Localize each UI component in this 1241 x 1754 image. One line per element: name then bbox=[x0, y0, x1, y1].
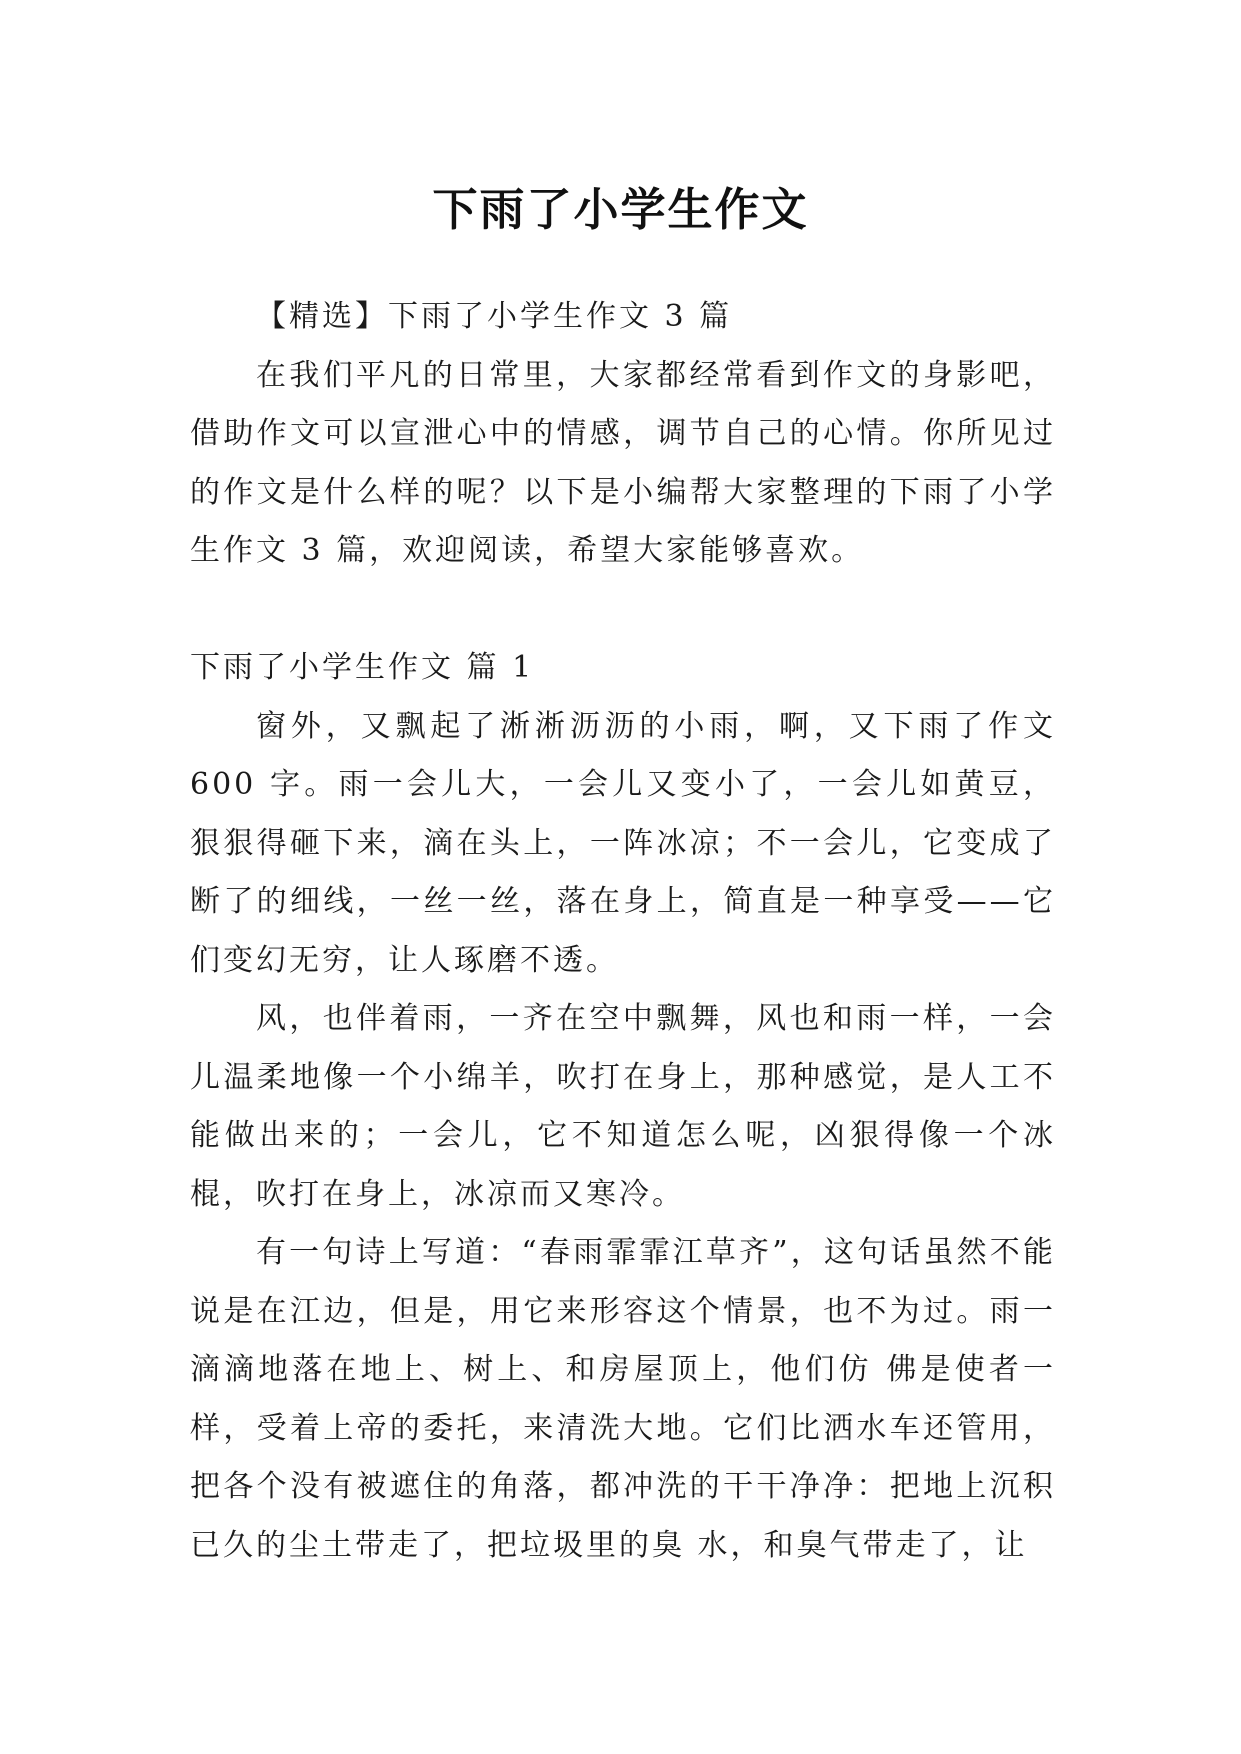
document-title: 下雨了小学生作文 bbox=[432, 183, 809, 237]
document-subtitle: 【精选】下雨了小学生作文 3 篇 bbox=[256, 299, 733, 334]
intro-paragraph: 在我们平凡的日常里，大家都经常看到作文的身影吧，借助作文可以宣泄心中的情感，调节自己的心情。你所见过的作文是什么样的呢？以下是小编帮大家整理的下雨了小学生作文 3 篇，欢迎阅读，希望大家能够喜欢。 bbox=[190, 357, 1056, 568]
body-paragraph: 风，也伴着雨，一齐在空中飘舞，风也和雨一样，一会儿温柔地像一个小绵羊，吹打在身上，那种感觉，是人工不能做出来的；一会儿，它不知道怎么呢，凶狠得像一个冰棍，吹打在身上，冰凉而又寒冷。 bbox=[190, 1001, 1056, 1212]
section-spacer bbox=[190, 581, 1056, 640]
body-paragraph: 窗外，又飘起了淅淅沥沥的小雨，啊，又下雨了作文 600 字。雨一会儿大，一会儿又变小了，一会儿如黄豆，狠狠得砸下来，滴在头上，一阵冰凉；不一会儿，它变成了断了的细线，一丝一丝，落在身上，简直是一种享受——它们变幻无穷，让人琢磨不透。 bbox=[190, 708, 1056, 978]
body-paragraph: 有一句诗上写道：“春雨霏霏江草齐”，这句话虽然不能说是在江边，但是，用它来形容这个情景，也不为过。雨一滴滴地落在地上、树上、和房屋顶上，他们仿 佛是使者一样，受着上帝的委托，来清洗大地。它们比洒水车还管用，把各个没有被遮住的角落，都冲洗的干干净净：把地上沉积已久的尘土带走了，把垃圾里的臭 水，和臭气带走了，让 bbox=[190, 1235, 1056, 1563]
document-body bbox=[190, 288, 1056, 1575]
section-heading: 下雨了小学生作文 篇 1 bbox=[190, 650, 535, 685]
